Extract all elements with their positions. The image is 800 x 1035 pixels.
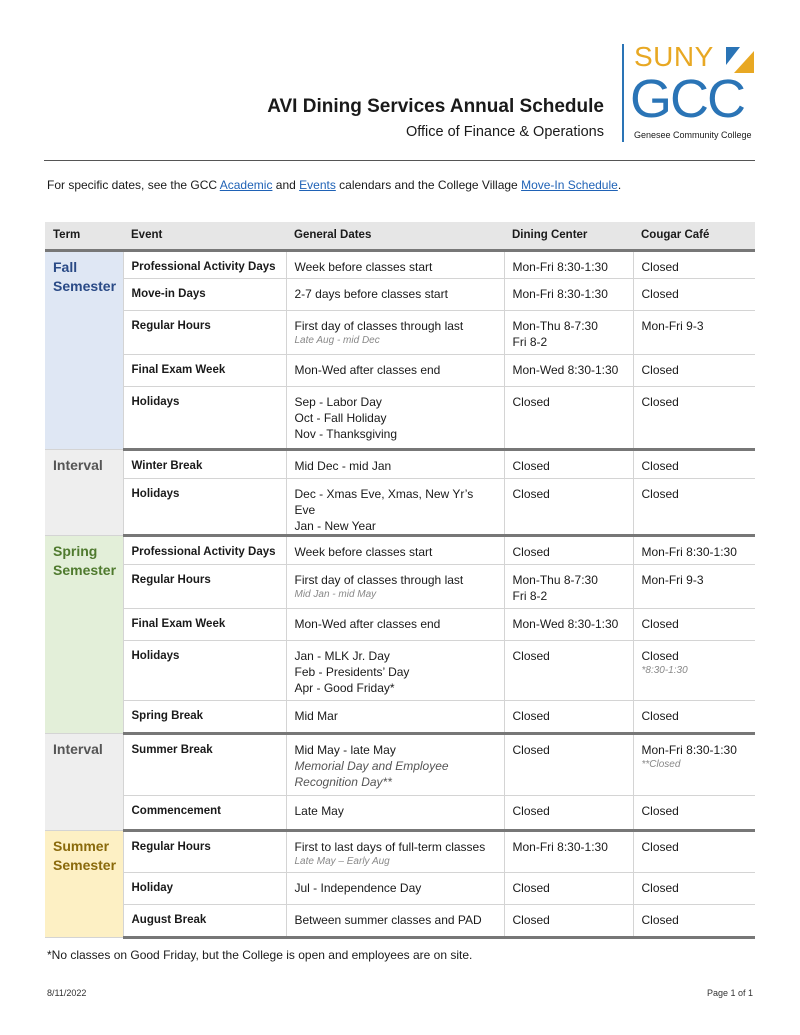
dates-line: Sep - Labor Day xyxy=(294,394,382,409)
dining-cell: Closed xyxy=(504,449,633,478)
dates-cell: Week before classes start xyxy=(286,535,504,564)
dining-cell: Mon-Fri 8:30-1:30 xyxy=(504,250,633,278)
table-row xyxy=(45,564,755,608)
logo-divider-line xyxy=(622,44,624,142)
event-cell: Spring Break xyxy=(123,700,286,733)
intro-text-part: . xyxy=(617,178,622,192)
dates-line: First day of classes through last xyxy=(294,318,464,333)
cafe-cell: Mon-Fri 9-3 xyxy=(633,564,755,608)
event-cell: Move-in Days xyxy=(123,278,286,310)
events-calendar-link[interactable]: Events xyxy=(299,178,336,192)
term-label: Summer xyxy=(53,837,110,854)
table-header-row xyxy=(45,222,755,250)
dates-note: Memorial Day and Employee xyxy=(294,758,449,773)
dates-cell: Jul - Independence Day xyxy=(286,872,504,904)
table-row xyxy=(45,608,755,640)
column-header-event: Event xyxy=(123,222,286,250)
dining-cell: Closed xyxy=(504,872,633,904)
intro-text-part: For specific dates, see the GCC xyxy=(47,178,220,192)
cafe-cell: Closed xyxy=(633,354,755,386)
dates-cell xyxy=(286,478,504,535)
dates-note: Late May – Early Aug xyxy=(294,855,390,867)
cafe-cell: Closed xyxy=(633,278,755,310)
cafe-cell: Closed xyxy=(633,904,755,937)
dining-cell: Closed xyxy=(504,535,633,564)
table-row xyxy=(45,310,755,354)
event-cell: Commencement xyxy=(123,795,286,830)
event-cell: Regular Hours xyxy=(123,830,286,872)
dining-cell: Closed xyxy=(504,733,633,795)
dates-note: Recognition Day** xyxy=(294,774,392,789)
table-row xyxy=(45,354,755,386)
schedule-table xyxy=(45,222,755,939)
event-cell: Holidays xyxy=(123,478,286,535)
column-header-cougar-cafe: Cougar Café xyxy=(633,222,755,250)
dining-line: Fri 8-2 xyxy=(512,334,548,349)
dates-cell xyxy=(286,386,504,449)
dates-line: Oct - Fall Holiday xyxy=(294,410,387,425)
table-row xyxy=(45,733,755,795)
dates-line: Nov - Thanksgiving xyxy=(294,426,397,441)
dates-line: Apr - Good Friday* xyxy=(294,680,395,695)
term-fall xyxy=(45,250,123,449)
dining-cell: Mon-Fri 8:30-1:30 xyxy=(504,278,633,310)
table-row xyxy=(45,278,755,310)
intro-text xyxy=(47,178,621,192)
term-interval xyxy=(45,733,123,830)
dining-cell xyxy=(504,564,633,608)
cafe-cell: Mon-Fri 9-3 xyxy=(633,310,755,354)
term-summer xyxy=(45,830,123,937)
dates-cell: Mid Mar xyxy=(286,700,504,733)
dates-note: Late Aug - mid Dec xyxy=(294,334,380,346)
suny-gcc-logo xyxy=(620,41,760,144)
footnote: *No classes on Good Friday, but the College is open and employees are on site. xyxy=(47,948,473,962)
event-cell: Holidays xyxy=(123,640,286,700)
dining-cell: Closed xyxy=(504,478,633,535)
term-spring xyxy=(45,535,123,733)
cafe-cell: Closed xyxy=(633,449,755,478)
table-row xyxy=(45,640,755,700)
dates-cell xyxy=(286,640,504,700)
cafe-line: Closed xyxy=(641,648,679,663)
table-row xyxy=(45,830,755,872)
cafe-line: Mon-Fri 8:30-1:30 xyxy=(641,742,737,757)
table-row xyxy=(45,904,755,937)
cafe-cell: Closed xyxy=(633,608,755,640)
dates-cell: 2-7 days before classes start xyxy=(286,278,504,310)
cafe-note: **Closed xyxy=(641,758,681,770)
dates-cell: Between summer classes and PAD xyxy=(286,904,504,937)
table-row xyxy=(45,872,755,904)
dining-line: Mon-Thu 8-7:30 xyxy=(512,318,598,333)
dates-line: Feb - Presidents’ Day xyxy=(294,664,410,679)
cafe-cell: Closed xyxy=(633,872,755,904)
academic-calendar-link[interactable]: Academic xyxy=(219,178,273,192)
event-cell: Professional Activity Days xyxy=(123,250,286,278)
event-cell: Holidays xyxy=(123,386,286,449)
dates-cell: Mid Dec - mid Jan xyxy=(286,449,504,478)
dates-note: Mid Jan - mid May xyxy=(294,588,377,600)
column-header-dining-center: Dining Center xyxy=(504,222,633,250)
term-label: Fall xyxy=(53,258,78,275)
dates-cell: Week before classes start xyxy=(286,250,504,278)
footer-date: 8/11/2022 xyxy=(47,988,87,998)
cafe-cell: Closed xyxy=(633,386,755,449)
dates-line: Jan - MLK Jr. Day xyxy=(294,648,390,663)
dates-cell xyxy=(286,564,504,608)
table-row xyxy=(45,795,755,830)
event-cell: Final Exam Week xyxy=(123,354,286,386)
term-label: Semester xyxy=(53,561,117,578)
dining-cell xyxy=(504,310,633,354)
intro-text-part: calendars and the College Village xyxy=(335,178,522,192)
dining-cell: Mon-Wed 8:30-1:30 xyxy=(504,354,633,386)
column-header-term: Term xyxy=(45,222,123,250)
intro-text-part: and xyxy=(272,178,300,192)
dates-line: Mid May - late May xyxy=(294,742,396,757)
event-cell: Winter Break xyxy=(123,449,286,478)
page-header xyxy=(0,0,800,165)
dates-line: First day of classes through last xyxy=(294,572,464,587)
dining-cell: Closed xyxy=(504,386,633,449)
table-row xyxy=(45,700,755,733)
dining-cell: Closed xyxy=(504,640,633,700)
cafe-cell xyxy=(633,640,755,700)
cafe-cell xyxy=(633,733,755,795)
dates-cell: Mon-Wed after classes end xyxy=(286,354,504,386)
logo-suny-text: SUNY xyxy=(634,41,714,72)
dates-cell xyxy=(286,310,504,354)
event-cell: Final Exam Week xyxy=(123,608,286,640)
dining-cell: Mon-Wed 8:30-1:30 xyxy=(504,608,633,640)
dining-line: Fri 8-2 xyxy=(512,588,548,603)
page-title: AVI Dining Services Annual Schedule xyxy=(267,96,604,117)
dining-cell: Closed xyxy=(504,795,633,830)
cafe-cell: Mon-Fri 8:30-1:30 xyxy=(633,535,755,564)
dining-cell: Closed xyxy=(504,904,633,937)
logo-gcc-text: GCC xyxy=(630,69,744,129)
dates-cell xyxy=(286,733,504,795)
logo-college-name: Genesee Community College xyxy=(634,130,752,140)
cafe-cell: Closed xyxy=(633,250,755,278)
table-row xyxy=(45,535,755,564)
event-cell: Summer Break xyxy=(123,733,286,795)
dates-cell xyxy=(286,830,504,872)
dining-cell: Mon-Fri 8:30-1:30 xyxy=(504,830,633,872)
event-cell: August Break xyxy=(123,904,286,937)
header-divider xyxy=(44,160,755,161)
cafe-note: *8:30-1:30 xyxy=(641,664,688,676)
cafe-cell: Closed xyxy=(633,795,755,830)
column-header-general-dates: General Dates xyxy=(286,222,504,250)
dates-cell: Mon-Wed after classes end xyxy=(286,608,504,640)
footer-page-number: Page 1 of 1 xyxy=(706,988,753,998)
dates-line: Jan - New Year xyxy=(294,518,376,533)
dining-cell: Closed xyxy=(504,700,633,733)
page-subtitle: Office of Finance & Operations xyxy=(405,124,604,140)
cafe-cell: Closed xyxy=(633,830,755,872)
term-interval xyxy=(45,449,123,535)
event-cell: Regular Hours xyxy=(123,310,286,354)
term-label: Spring xyxy=(53,542,98,559)
term-label: Interval xyxy=(53,740,103,757)
event-cell: Holiday xyxy=(123,872,286,904)
cafe-cell: Closed xyxy=(633,478,755,535)
term-label: Semester xyxy=(53,856,117,873)
table-row xyxy=(45,449,755,478)
event-cell: Regular Hours xyxy=(123,564,286,608)
dining-line: Mon-Thu 8-7:30 xyxy=(512,572,598,587)
term-label: Interval xyxy=(53,456,103,473)
table-row xyxy=(45,478,755,535)
move-in-schedule-link[interactable]: Move-In Schedule xyxy=(521,178,618,192)
cafe-cell: Closed xyxy=(633,700,755,733)
dates-line: Dec - Xmas Eve, Xmas, New Yr’s Eve xyxy=(294,486,474,517)
dates-cell: Late May xyxy=(286,795,504,830)
term-label: Semester xyxy=(53,277,117,294)
table-row xyxy=(45,250,755,278)
dates-line: First to last days of full-term classes xyxy=(294,839,486,854)
event-cell: Professional Activity Days xyxy=(123,535,286,564)
table-row xyxy=(45,386,755,449)
